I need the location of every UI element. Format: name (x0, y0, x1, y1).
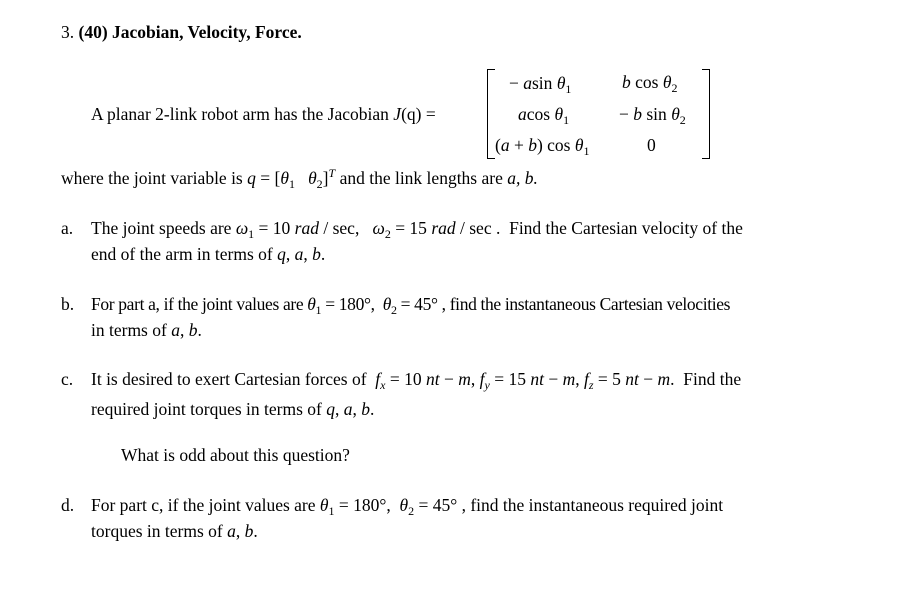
intro-line (91, 104, 436, 124)
matrix-cell-r3c1: (a + b) $\cos \theta_1$ (495, 135, 590, 158)
part-b-label: b. (61, 294, 75, 314)
jacobian-matrix (487, 66, 710, 158)
problem-title: Jacobian, Velocity, Force. (112, 22, 302, 42)
part-b-line1: For part a, if the joint values are $\theta_1 = 180^\circ$, $\theta_2 = 45^\circ$ , find the instantaneous Cartesian velocities (91, 294, 731, 317)
part-a-label: a. (61, 218, 74, 238)
where-mid: and the link lengths are (339, 168, 503, 188)
problem-heading (61, 22, 302, 42)
matrix-right-bracket (702, 69, 710, 159)
part-d-label: d. (61, 495, 75, 515)
problem-points: (40) (78, 22, 108, 42)
part-b-line2: in terms of a, b. (91, 320, 202, 340)
part-d-line2: torques in terms of a, b. (91, 521, 258, 541)
matrix-cell-r1c1: − asin $\theta_1$ (509, 73, 572, 96)
part-c-label: c. (61, 369, 74, 389)
part-a-line2: end of the arm in terms of q, a, b. (91, 244, 326, 264)
matrix-cell-r2c1: acos $\theta_1$ (518, 104, 570, 127)
intro-text: A planar 2-link robot arm has the Jacobian (91, 104, 389, 124)
part-a-line1: The joint speeds are $\omega_1 = 10$ rad / sec, $\omega_2 = 15$ rad / sec . Find the Cartesian velocity of the (91, 218, 743, 241)
jacobian-arg: (q) = (401, 104, 436, 124)
part-d-line1: For part c, if the joint values are $\theta_1 = 180^\circ$, $\theta_2 = 45^\circ$ , find the instantaneous required joint (91, 495, 724, 518)
matrix-cell-r3c2: 0 (647, 135, 656, 155)
part-c-line2: required joint torques in terms of q, a, b. (91, 399, 375, 419)
where-line: where the joint variable is $q = [\theta_1$ $\theta_2]^T$ and the link lengths are a, b. (61, 166, 538, 191)
matrix-left-bracket (487, 69, 495, 159)
part-c-line1: It is desired to exert Cartesian forces of $f_x = 10$ nt − m, $f_y = 15$ nt − m, $f_z = 5$ nt − m. Find the (91, 369, 742, 392)
matrix-cell-r1c2: b $\cos \theta_2$ (622, 72, 678, 95)
part-c-note: What is odd about this question? (121, 445, 350, 465)
problem-number: 3. (61, 22, 75, 42)
jacobian-symbol: J (393, 104, 402, 124)
matrix-cell-r2c2: − b $\sin \theta_2$ (619, 104, 686, 127)
where-prefix: where the joint variable is (61, 168, 243, 188)
where-end: a, b. (507, 168, 538, 188)
